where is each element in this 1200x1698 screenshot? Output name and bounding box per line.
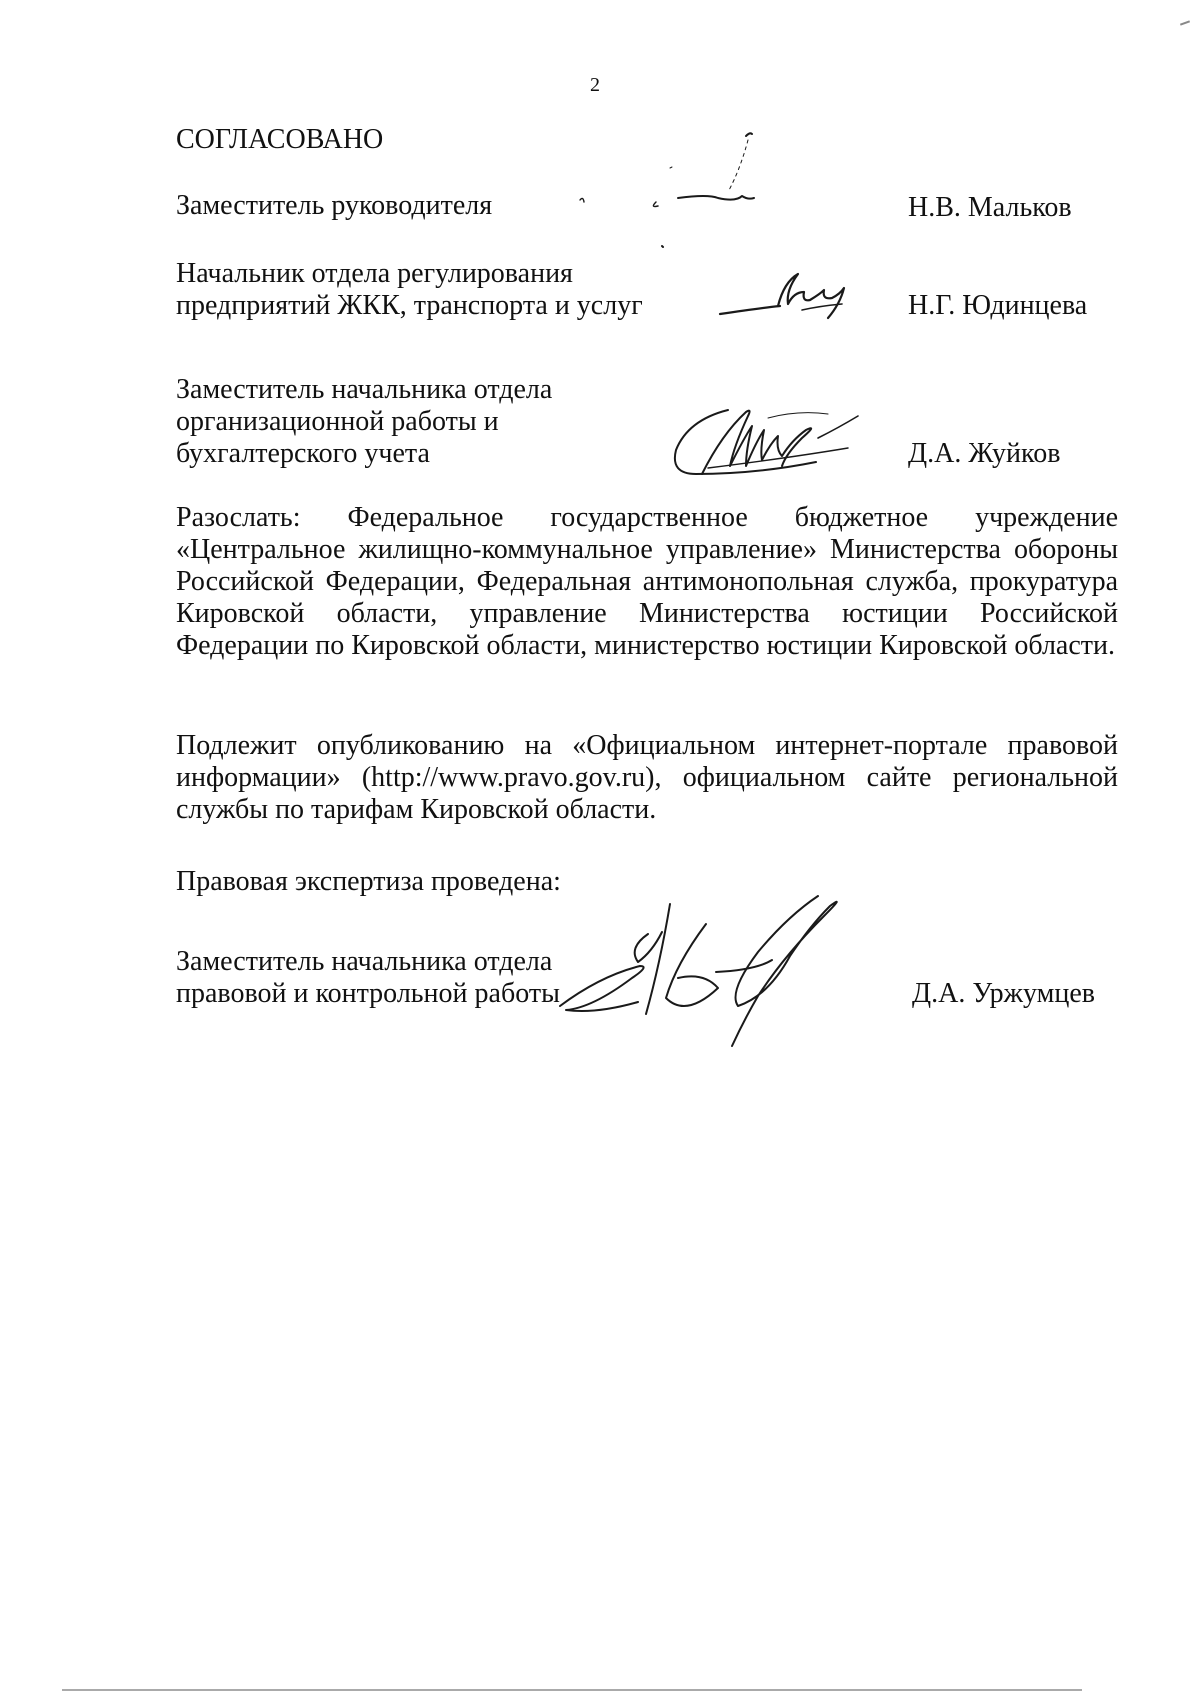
signatory-1-name: Н.В. Мальков — [908, 192, 1072, 223]
legal-review-title: Правовая экспертиза проведена: — [176, 866, 561, 897]
signatory-3-position-line-3: бухгалтерского учета — [176, 438, 430, 469]
signatory-3-position-line-1: Заместитель начальника отдела — [176, 374, 553, 405]
signatory-1-position: Заместитель руководителя — [176, 190, 493, 221]
signature-3 — [668, 398, 878, 488]
distribution-paragraph: Разослать: Федеральное государственное бюджетное учреждение «Центральное жилищно-коммунальное управление» Министерства обороны Российской Федерации, Федеральная антимонопольная служба, прокуратура Кировской области, управление Министерства юстиции Российской Федерации по Кировской области, министерство юстиции Кировской области. — [176, 502, 1118, 661]
signature-2 — [716, 262, 856, 332]
legal-review-position-line-1: Заместитель начальника отдела — [176, 946, 553, 977]
signature-4 — [556, 894, 896, 1054]
signatory-2-position-line-1: Начальник отдела регулирования — [176, 258, 573, 289]
page-number: 2 — [590, 74, 600, 96]
scan-mark — [1180, 20, 1190, 25]
bottom-scan-edge — [62, 1689, 1082, 1691]
signatory-3-name: Д.А. Жуйков — [908, 438, 1061, 469]
signature-1 — [570, 128, 820, 248]
signatory-2-name: Н.Г. Юдинцева — [908, 290, 1088, 321]
signatory-2-position-line-2: предприятий ЖКК, транспорта и услуг — [176, 290, 643, 321]
legal-review-name: Д.А. Уржумцев — [912, 978, 1096, 1009]
signatory-3-position-line-2: организационной работы и — [176, 406, 499, 437]
approval-heading: СОГЛАСОВАНО — [176, 124, 384, 155]
legal-review-position-line-2: правовой и контрольной работы — [176, 978, 560, 1009]
publication-paragraph: Подлежит опубликованию на «Официальном интернет-портале правовой информации» (http://www.pravo.gov.ru), официальном сайте региональной службы по тарифам Кировской области. — [176, 730, 1118, 825]
